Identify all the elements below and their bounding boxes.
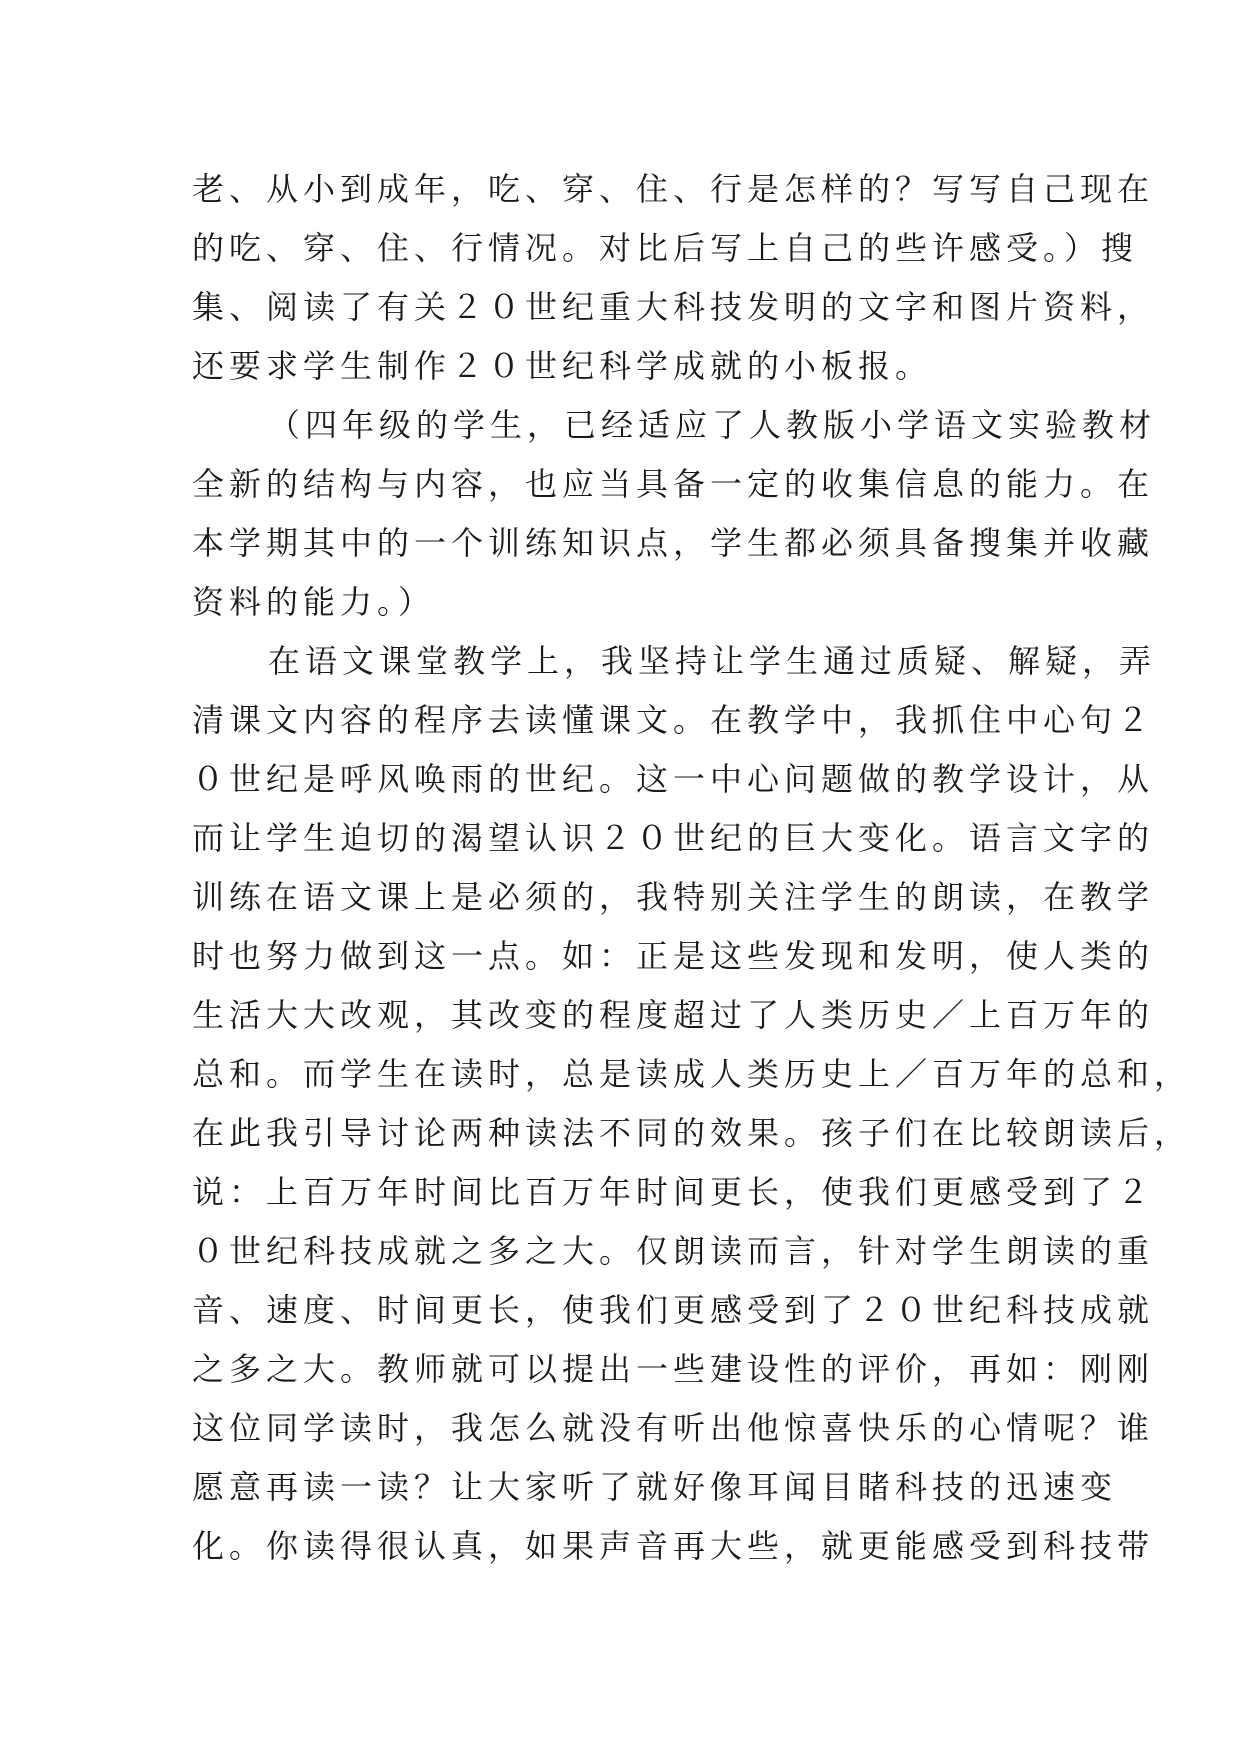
text-line-15: 生活大大改观，其改变的程度超过了人类历史／上百万年的 [192,996,1155,1034]
text-line-21: 之多之大。教师就可以提出一些建设性的评价，再如：刚刚 [192,1350,1155,1388]
text-line-16: 总和。而学生在读时，总是读成人类历史上／百万年的总和， [192,1055,1192,1093]
text-line-17: 在此我引导讨论两种读法不同的效果。孩子们在比较朗读后， [192,1114,1192,1152]
text-line-23: 愿意再读一读？让大家听了就好像耳闻目睹科技的迅速变 [192,1468,1118,1506]
text-line-11: ０世纪是呼风唤雨的世纪。这一中心问题做的教学设计，从 [192,760,1155,798]
text-line-24: 化。你读得很认真，如果声音再大些，就更能感受到科技带 [192,1527,1155,1565]
text-line-7: 本学期其中的一个训练知识点，学生都必须具备搜集并收藏 [192,524,1155,562]
text-line-5: （四年级的学生，已经适应了人教版小学语文实验教材 [268,406,1157,444]
body-text [192,160,1192,1576]
text-line-14: 时也努力做到这一点。如：正是这些发现和发明，使人类的 [192,937,1155,975]
text-line-19: ０世纪科技成就之多之大。仅朗读而言，针对学生朗读的重 [192,1232,1155,1270]
text-line-10: 清课文内容的程序去读懂课文。在教学中，我抓住中心句２ [192,701,1155,739]
text-line-13: 训练在语文课上是必须的，我特别关注学生的朗读，在教学 [192,878,1155,916]
text-line-20: 音、速度、时间更长，使我们更感受到了２０世纪科技成就 [192,1291,1155,1329]
text-line-9: 在语文课堂教学上，我坚持让学生通过质疑、解疑，弄 [268,642,1157,680]
text-line-6: 全新的结构与内容，也应当具备一定的收集信息的能力。在 [192,465,1155,503]
text-line-1: 老、从小到成年，吃、穿、住、行是怎样的？写写自己现在 [192,170,1155,208]
text-line-22: 这位同学读时，我怎么就没有听出他惊喜快乐的心情呢？谁 [192,1409,1155,1447]
text-line-8: 资料的能力。） [192,583,436,621]
text-line-2: 的吃、穿、住、行情况。对比后写上自己的些许感受。）搜 [192,229,1139,267]
text-line-12: 而让学生迫切的渴望认识２０世纪的巨大变化。语言文字的 [192,819,1155,857]
text-line-4: 还要求学生制作２０世纪科学成就的小板报。 [192,347,933,385]
text-line-3: 集、阅读了有关２０世纪重大科技发明的文字和图片资料， [192,288,1155,326]
text-line-18: 说：上百万年时间比百万年时间更长，使我们更感受到了２ [192,1173,1155,1211]
